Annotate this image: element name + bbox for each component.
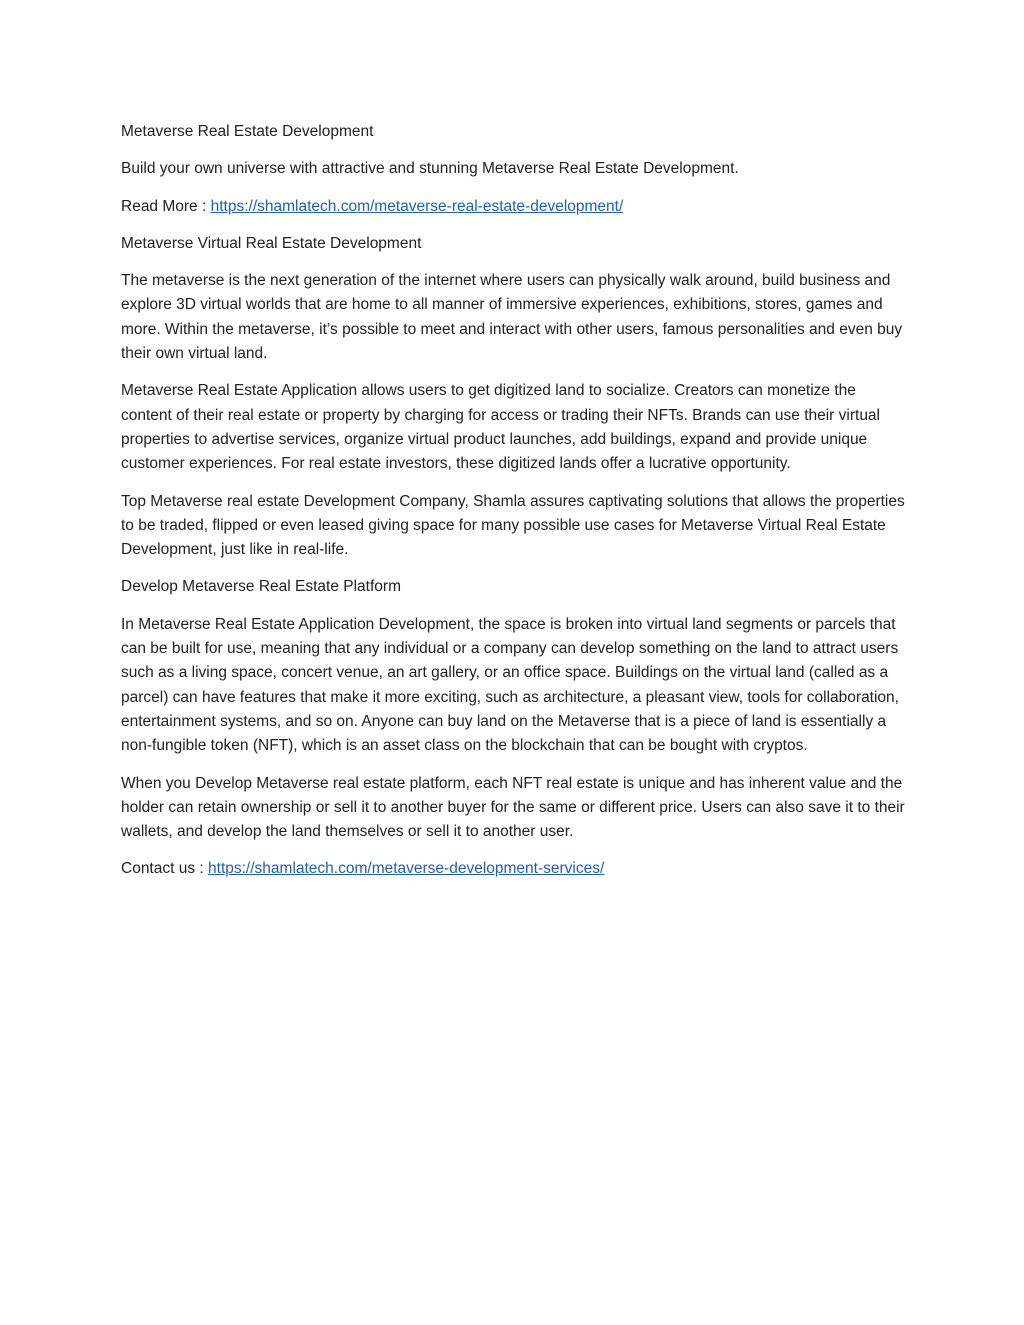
section1-paragraph-1: The metaverse is the next generation of the internet where users can physically walk around, build business and explore 3D virtual worlds that are home to all manner of immersive experiences, exhibitions, stores, games and more. Within the metaverse, it’s possible to meet and interact with other users, famous personalities and even buy their own virtual land.: [121, 272, 903, 363]
read-more-line: [121, 195, 911, 219]
contact-label: Contact us :: [121, 860, 209, 878]
section2-paragraph-1: In Metaverse Real Estate Application Development, the space is broken into virtual land segments or parcels that can be built for use, meaning that any individual or a company can develop something on the land to attract users such as a living space, concert venue, an art gallery, or an office space. Buildings on the virtual land (called as a parcel) can have features that make it more exciting, such as architecture, a pleasant view, tools for collaboration, entertainment systems, and so on. Anyone can buy land on the Metaverse that is a piece of land is essentially a non-fungible token (NFT), which is an asset class on the blockchain that can be bought with cryptos.: [121, 615, 899, 755]
section2-heading: Develop Metaverse Real Estate Platform: [121, 578, 401, 596]
contact-link[interactable]: https://shamlatech.com/metaverse-development-services/: [208, 860, 605, 878]
contact-line: [121, 857, 911, 881]
read-more-label: Read More :: [121, 197, 211, 215]
section2-paragraph-2: When you Develop Metaverse real estate platform, each NFT real estate is unique and has inherent value and the holder can retain ownership or sell it to another buyer for the same or different price. Users can also save it to their wallets, and develop the land themselves or sell it to another user.: [121, 774, 905, 841]
section1-paragraph-2: Metaverse Real Estate Application allows users to get digitized land to socialize. Creators can monetize the content of their real estate or property by charging for access or trading their NFTs. Brands can use their virtual properties to advertise services, organize virtual product launches, add buildings, expand and provide unique customer experiences. For real estate investors, these digitized lands offer a lucrative opportunity.: [121, 382, 881, 473]
section1-heading: Metaverse Virtual Real Estate Development: [121, 234, 422, 252]
read-more-link[interactable]: https://shamlatech.com/metaverse-real-estate-development/: [210, 197, 624, 215]
document-page: [121, 120, 911, 895]
intro-paragraph: Build your own universe with attractive and stunning Metaverse Real Estate Development.: [121, 160, 739, 178]
document-title: Metaverse Real Estate Development: [121, 123, 374, 140]
section1-paragraph-3: Top Metaverse real estate Development Company, Shamla assures captivating solutions that allows the properties to be traded, flipped or even leased giving space for many possible use cases for Metaverse Virtual Real Estate Development, just like in real-life.: [121, 492, 905, 559]
